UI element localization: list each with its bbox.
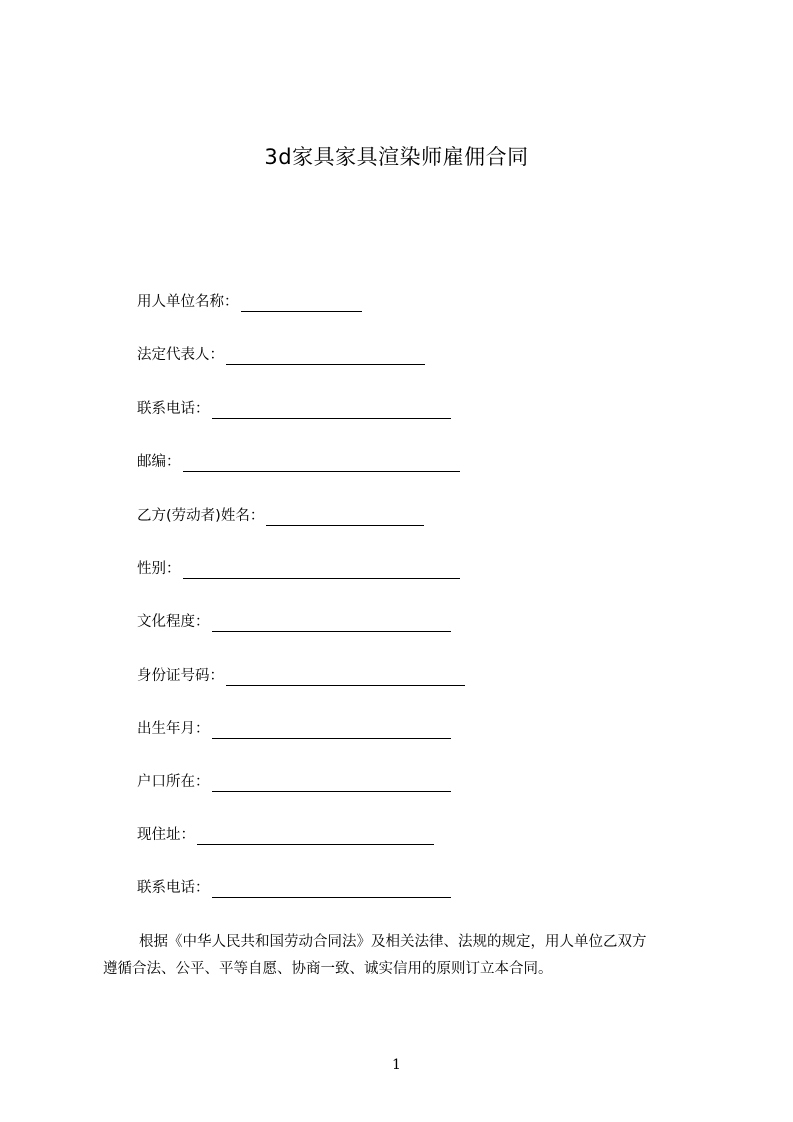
fill-in-blank[interactable] bbox=[266, 505, 424, 526]
field-id-number bbox=[137, 665, 465, 687]
field-label: 现住址： bbox=[137, 827, 195, 843]
document-title: 3d家具家具渲染师雇佣合同 bbox=[264, 145, 529, 169]
field-label: 性别： bbox=[137, 561, 181, 577]
field-employer-name bbox=[137, 291, 362, 313]
fill-in-blank[interactable] bbox=[241, 291, 362, 312]
field-label: 联系电话： bbox=[137, 401, 210, 417]
field-label: 邮编： bbox=[137, 454, 181, 470]
field-employee-phone bbox=[137, 877, 451, 899]
field-label: 身份证号码： bbox=[137, 668, 224, 684]
fill-in-blank[interactable] bbox=[226, 665, 465, 686]
fill-in-blank[interactable] bbox=[183, 451, 460, 472]
field-label: 户口所在： bbox=[137, 774, 210, 790]
field-household-registration bbox=[137, 771, 451, 793]
fill-in-blank[interactable] bbox=[226, 344, 425, 365]
field-current-address bbox=[137, 824, 434, 846]
fill-in-blank[interactable] bbox=[212, 398, 451, 419]
fill-in-blank[interactable] bbox=[197, 824, 434, 845]
fill-in-blank[interactable] bbox=[183, 558, 460, 579]
field-employer-phone bbox=[137, 398, 451, 420]
preamble-line: 遵循合法、公平、平等自愿、协商一致、诚实信用的原则订立本合同。 bbox=[103, 961, 553, 977]
preamble-line: 根据《中华人民共和国劳动合同法》及相关法律、法规的规定，用人单位乙双方 bbox=[139, 934, 647, 950]
field-gender bbox=[137, 558, 460, 580]
field-label: 用人单位名称： bbox=[137, 294, 239, 310]
fill-in-blank[interactable] bbox=[212, 877, 451, 898]
field-label: 联系电话： bbox=[137, 880, 210, 896]
fill-in-blank[interactable] bbox=[212, 718, 451, 739]
field-label: 文化程度： bbox=[137, 614, 210, 630]
fill-in-blank[interactable] bbox=[212, 611, 451, 632]
field-label: 法定代表人： bbox=[137, 347, 224, 363]
contract-preamble bbox=[103, 929, 703, 983]
page-number: 1 bbox=[392, 1057, 401, 1073]
field-birth-date bbox=[137, 718, 451, 740]
field-education bbox=[137, 611, 451, 633]
field-label: 出生年月： bbox=[137, 721, 210, 737]
field-legal-representative bbox=[137, 344, 425, 366]
field-label: 乙方(劳动者)姓名： bbox=[137, 508, 265, 524]
field-employee-name bbox=[137, 505, 424, 527]
fill-in-blank[interactable] bbox=[212, 771, 451, 792]
field-postcode bbox=[137, 451, 460, 473]
